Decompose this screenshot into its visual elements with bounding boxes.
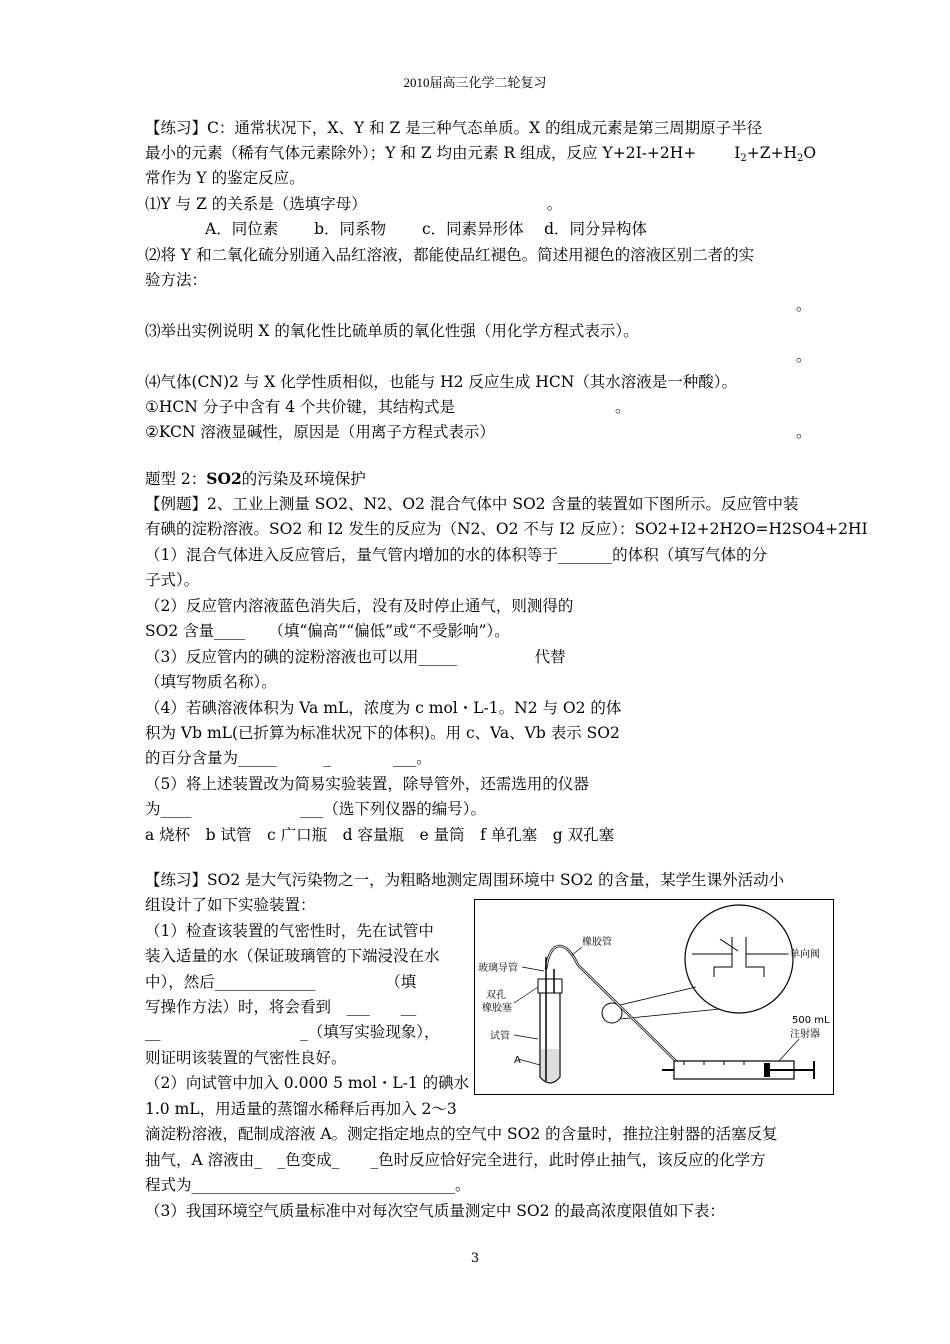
page-header: 2010届高三化学二轮复习 bbox=[403, 75, 547, 90]
ex1-q4-2-end: 。 bbox=[796, 423, 812, 441]
ex2-q3: （3）我国环境空气质量标准中对每次空气质量测定中 SO2 的最高浓度限值如下表： bbox=[145, 1202, 725, 1220]
ex1-q4-1: ①HCN 分子中含有 4 个共价键，其结构式是 。 bbox=[145, 398, 631, 416]
ex2-q2-a: （2）向试管中加入 0.000 5 mol・L-1 的碘水 bbox=[145, 1074, 470, 1092]
ex1-q3: ⑶举出实例说明 X 的氧化性比硫单质的氧化性强（用化学方程式表示）。 bbox=[145, 322, 639, 340]
example2-q4-line3: 的百分含量为_____ _ ___。 bbox=[145, 749, 432, 767]
example2-line2: 有碘的淀粉溶液。SO2 和 I2 发生的反应为（N2、O2 不与 I2 反应）：SO2+I2+2H2O=H2SO4+2HI bbox=[145, 520, 868, 538]
example2-q4-line2: 积为 Vb mL(已折算为标准状况下的体积)。用 c、Va、Vb 表示 SO2 bbox=[145, 724, 620, 742]
ex2-q1-d: 写操作方法）时，将会看到 ___ __ bbox=[145, 998, 417, 1016]
ex1-q1-options: A．同位素 b．同系物 c．同素异形体 d．同分异构体 bbox=[205, 220, 648, 238]
section-title: 题型 2：SO2的污染及环境保护 bbox=[145, 469, 366, 488]
ex2-q1-f: 则证明该装置的气密性良好。 bbox=[145, 1049, 347, 1067]
example2-line1: 【例题】2、工业上测量 SO2、N2、O2 混合气体中 SO2 含量的装置如下图所示。反应管中装 bbox=[145, 495, 799, 513]
apparatus-figure bbox=[474, 899, 834, 1095]
example2-q1-line2: 子式）。 bbox=[145, 571, 200, 589]
stopper bbox=[538, 979, 562, 993]
ex2-q1-a: （1）检查该装置的气密性时，先在试管中 bbox=[145, 922, 434, 940]
example2-q3-line1: （3）反应管内的碘的淀粉溶液也可以用_____ 代替 bbox=[145, 648, 566, 666]
label-valve: 单向阀 bbox=[790, 949, 820, 960]
label-stopper-2: 橡胶塞 bbox=[482, 1003, 512, 1014]
ex2-line2: 组设计了如下实验装置： bbox=[145, 896, 316, 914]
ex1-q1: ⑴Y 与 Z 的关系是（选填字母） 。 bbox=[145, 195, 563, 213]
ex2-q1-e: __ _（填写实验现象）， bbox=[145, 1023, 440, 1041]
label-glass-tube: 玻璃导管 bbox=[478, 963, 518, 974]
label-stopper-1: 双孔 bbox=[486, 990, 506, 1001]
ex2-q2-e: 程式为__________________________________。 bbox=[145, 1176, 471, 1194]
label-syringe-2: 注射器 bbox=[790, 1029, 820, 1040]
ex1-q2-line2: 验方法： bbox=[145, 271, 208, 289]
ex1-line2: 最小的元素（稀有气体元素除外）；Y 和 Z 均由元素 R 组成，反应 $Y+2I-+2H+ I_2+Z+H_2O$ bbox=[145, 144, 817, 164]
ex2-q1-b: 装入适量的水（保证玻璃管的下端浸没在水 bbox=[145, 947, 440, 965]
ex2-q1-c: 中），然后_____________ （填 bbox=[145, 973, 417, 991]
ex2-q2-b: 1.0 mL，用适量的蒸馏水稀释后再加入 2～3 bbox=[145, 1100, 457, 1118]
example2-q3-line2: （填写物质名称）。 bbox=[145, 673, 277, 691]
ex1-q4: ⑷气体(CN)2 与 X 化学性质相似，也能与 H2 反应生成 HCN（其水溶液是一种酸）。 bbox=[145, 373, 738, 391]
ex1-q4-2: ②KCN 溶液显碱性，原因是（用离子方程式表示） bbox=[145, 423, 495, 441]
ex1-line1: 【练习】C：通常状况下，X、Y 和 Z 是三种气态单质。X 的组成元素是第三周期原子半径 bbox=[145, 119, 763, 137]
ex1-q2-line1: ⑵将 Y 和二氧化硫分别通入品红溶液，都能使品红褪色。简述用褪色的溶液区别二者的实 bbox=[145, 246, 755, 264]
example2-q5-options: a 烧杯 b 试管 c 广口瓶 d 容量瓶 e 量筒 f 单孔塞 g 双孔塞 bbox=[145, 826, 615, 844]
ex2-line1: 【练习】SO2 是大气污染物之一，为粗略地测定周围环境中 SO2 的含量，某学生课外活动小 bbox=[145, 871, 785, 889]
example2-q5-line2: 为____ ___（选下列仪器的编号）。 bbox=[145, 800, 487, 818]
ex2-q2-c: 滴淀粉溶液，配制成溶液 A。测定指定地点的空气中 SO2 的含量时，推拉注射器的活塞反复 bbox=[145, 1125, 778, 1143]
magnifier-circle bbox=[685, 905, 793, 1013]
label-syringe-1: 500 mL bbox=[792, 1015, 830, 1026]
ex2-q2-d: 抽气，A 溶液由_ _色变成_ _色时反应恰好完全进行，此时停止抽气，该反应的化学方 bbox=[145, 1151, 766, 1169]
example2-q2-line2: SO2 含量____ （填“偏高”“偏低”或“不受影响”）。 bbox=[145, 622, 510, 640]
solution-a bbox=[541, 1049, 559, 1082]
ex1-q3-end: 。 bbox=[796, 347, 812, 365]
example2-q2-line1: （2）反应管内溶液蓝色消失后，没有及时停止通气，则测得的 bbox=[145, 597, 574, 615]
ex1-q2-end: 。 bbox=[796, 296, 812, 314]
label-rubber-tube: 橡胶管 bbox=[582, 937, 612, 948]
ex1-line3: 常作为 Y 的鉴定反应。 bbox=[145, 169, 305, 187]
example2-q1-line1: （1）混合气体进入反应管后，量气管内增加的水的体积等于_______的体积（填写气体的分 bbox=[145, 546, 768, 564]
example2-q5-line1: （5）将上述装置改为简易实验装置，除导管外，还需选用的仪器 bbox=[145, 775, 589, 793]
example2-q4-line1: （4）若碘溶液体积为 Va mL，浓度为 c mol・L-1。N2 与 O2 的体 bbox=[145, 699, 622, 717]
label-a: A bbox=[514, 1055, 521, 1066]
label-test-tube: 试管 bbox=[490, 1031, 510, 1042]
page-number: 3 bbox=[470, 1251, 480, 1266]
ex1-products: $I_2+Z+H_2O$ bbox=[734, 144, 817, 164]
syringe-plunger-head bbox=[764, 1063, 770, 1077]
